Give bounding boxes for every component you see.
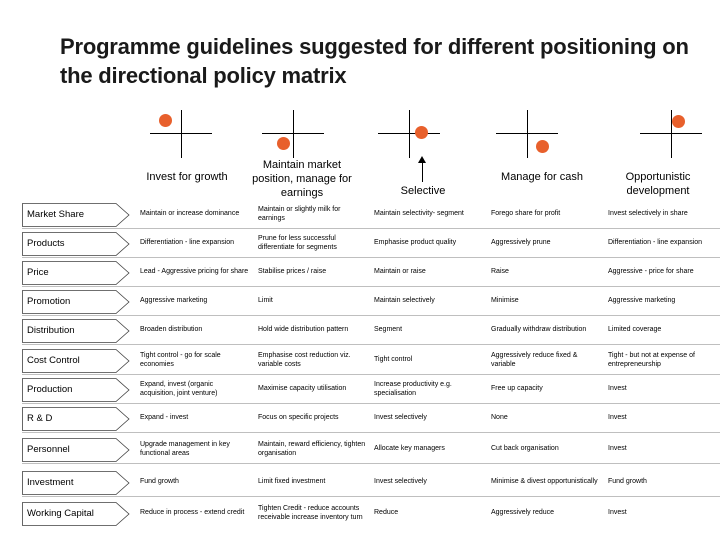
row-label: Distribution — [27, 325, 75, 336]
cell-maintain: Maintain, reward efficiency, tighten organisation — [258, 441, 366, 457]
cell-selective: Maintain selectivity- segment — [374, 210, 464, 218]
table-row — [0, 404, 720, 433]
row-divider — [22, 432, 720, 433]
cell-opportunistic: Invest — [608, 385, 627, 393]
cell-manage-for-cash: Cut back organisation — [491, 445, 559, 453]
cell-invest-for-growth: Reduce in process - extend credit — [140, 509, 245, 517]
arrow-shaft — [422, 160, 423, 182]
cell-manage-for-cash: Free up capacity — [491, 385, 543, 393]
matrix-icon-maintain — [262, 110, 324, 158]
cell-maintain: Emphasise cost reduction viz. variable costs — [258, 352, 351, 368]
cell-opportunistic: Invest — [608, 509, 627, 517]
table-row — [0, 287, 720, 316]
matrix-icon-manage-for-cash — [496, 110, 558, 158]
cell-manage-for-cash: Aggressively reduce fixed & variable — [491, 352, 578, 368]
row-divider — [22, 463, 720, 464]
row-label-arrow — [22, 378, 130, 402]
table-row — [0, 468, 720, 497]
cell-manage-for-cash: Aggressively prune — [491, 239, 551, 247]
cell-selective: Invest selectively — [374, 414, 427, 422]
cell-selective: Emphasise product quality — [374, 239, 457, 247]
row-label-arrow — [22, 438, 130, 462]
table-row — [0, 499, 720, 528]
row-label-arrow — [22, 290, 130, 314]
position-dot-icon — [536, 140, 549, 153]
table-row — [0, 375, 720, 404]
cell-maintain: Maximise capacity utilisation — [258, 385, 347, 393]
cell-opportunistic: Invest — [608, 414, 627, 422]
cell-opportunistic: Aggressive marketing — [608, 297, 676, 305]
cell-maintain: Limit — [258, 297, 273, 305]
cell-invest-for-growth: Differentiation - line expansion — [140, 239, 235, 247]
row-label: Market Share — [27, 209, 85, 220]
cell-invest-for-growth: Expand, invest (organic acquisition, joint venture) — [140, 381, 218, 397]
cell-invest-for-growth: Fund growth — [140, 478, 179, 486]
cell-opportunistic: Tight - but not at expense of entrepreneurship — [608, 352, 695, 368]
row-divider — [22, 496, 720, 497]
column-heading-opportunistic: Opportunistic development — [625, 171, 691, 197]
cell-selective: Increase productivity e.g. specialisation — [374, 381, 452, 397]
cell-opportunistic: Differentiation - line expansion — [608, 239, 703, 247]
cell-manage-for-cash: None — [491, 414, 508, 422]
row-label: Investment — [27, 477, 74, 488]
cell-selective: Invest selectively — [374, 478, 427, 486]
cell-selective: Maintain selectively — [374, 297, 435, 305]
page-title: Programme guidelines suggested for different positioning on the directional policy matrix — [60, 34, 689, 88]
column-heading-maintain: Maintain market position, manage for earnings — [252, 159, 352, 199]
cell-manage-for-cash: Aggressively reduce — [491, 509, 555, 517]
row-label-arrow — [22, 319, 130, 343]
cell-opportunistic: Invest — [608, 445, 627, 453]
row-label: Personnel — [27, 444, 70, 455]
cell-selective: Tight control — [374, 356, 413, 364]
cell-maintain: Stabilise prices / raise — [258, 268, 327, 276]
cell-invest-for-growth: Lead - Aggressive pricing for share — [140, 268, 249, 276]
cell-selective: Allocate key managers — [374, 445, 445, 453]
position-dot-icon — [159, 114, 172, 127]
cell-opportunistic: Limited coverage — [608, 326, 662, 334]
cell-manage-for-cash: Raise — [491, 268, 509, 276]
row-label-arrow — [22, 471, 130, 495]
cell-opportunistic: Fund growth — [608, 478, 647, 486]
cell-maintain: Focus on specific projects — [258, 414, 339, 422]
table-row — [0, 435, 720, 464]
position-dot-icon — [277, 137, 290, 150]
cell-maintain: Maintain or slightly milk for earnings — [258, 206, 341, 222]
matrix-icon-opportunistic — [640, 110, 702, 158]
cell-invest-for-growth: Upgrade management in key functional areas — [140, 441, 230, 457]
row-label: Price — [27, 267, 49, 278]
row-label-arrow — [22, 203, 130, 227]
row-label: Promotion — [27, 296, 71, 307]
column-heading-invest-for-growth: Invest for growth — [146, 171, 228, 183]
cell-invest-for-growth: Broaden distribution — [140, 326, 203, 334]
row-label: Products — [27, 238, 65, 249]
cell-maintain: Tighten Credit - reduce accounts receivable increase inventory turn — [258, 505, 363, 521]
cell-invest-for-growth: Aggressive marketing — [140, 297, 208, 305]
cell-selective: Maintain or raise — [374, 268, 426, 276]
table-row — [0, 258, 720, 287]
row-label-arrow — [22, 349, 130, 373]
column-heading-selective: Selective — [400, 185, 446, 197]
cell-maintain: Limit fixed investment — [258, 478, 326, 486]
cell-selective: Segment — [374, 326, 403, 334]
table-row — [0, 316, 720, 345]
matrix-icon-selective — [378, 110, 440, 158]
cell-manage-for-cash: Minimise — [491, 297, 519, 305]
table-row — [0, 229, 720, 258]
cell-maintain: Prune for less successful differentiate for segments — [258, 235, 337, 251]
row-label: R & D — [27, 413, 53, 424]
cell-selective: Reduce — [374, 509, 399, 517]
cell-manage-for-cash: Minimise & divest opportunistically — [491, 478, 598, 486]
position-dot-icon — [672, 115, 685, 128]
cell-maintain: Hold wide distribution pattern — [258, 326, 349, 334]
row-label-arrow — [22, 232, 130, 256]
cell-opportunistic: Invest selectively in share — [608, 210, 688, 218]
cell-invest-for-growth: Tight control - go for scale economies — [140, 352, 221, 368]
row-label: Production — [27, 384, 73, 395]
row-label-arrow — [22, 261, 130, 285]
cell-invest-for-growth: Maintain or increase dominance — [140, 210, 240, 218]
cell-manage-for-cash: Forego share for profit — [491, 210, 561, 218]
column-heading-manage-for-cash: Manage for cash — [501, 171, 583, 183]
position-dot-icon — [415, 126, 428, 139]
row-label-arrow — [22, 502, 130, 526]
row-label-arrow — [22, 407, 130, 431]
table-row — [0, 200, 720, 229]
row-divider — [22, 344, 720, 345]
matrix-icon-invest-for-growth — [150, 110, 212, 158]
row-label: Cost Control — [27, 355, 80, 366]
cell-opportunistic: Aggressive - price for share — [608, 268, 694, 276]
table-row — [0, 346, 720, 375]
row-label: Working Capital — [27, 508, 94, 519]
cell-invest-for-growth: Expand - invest — [140, 414, 189, 422]
cell-manage-for-cash: Gradually withdraw distribution — [491, 326, 587, 334]
